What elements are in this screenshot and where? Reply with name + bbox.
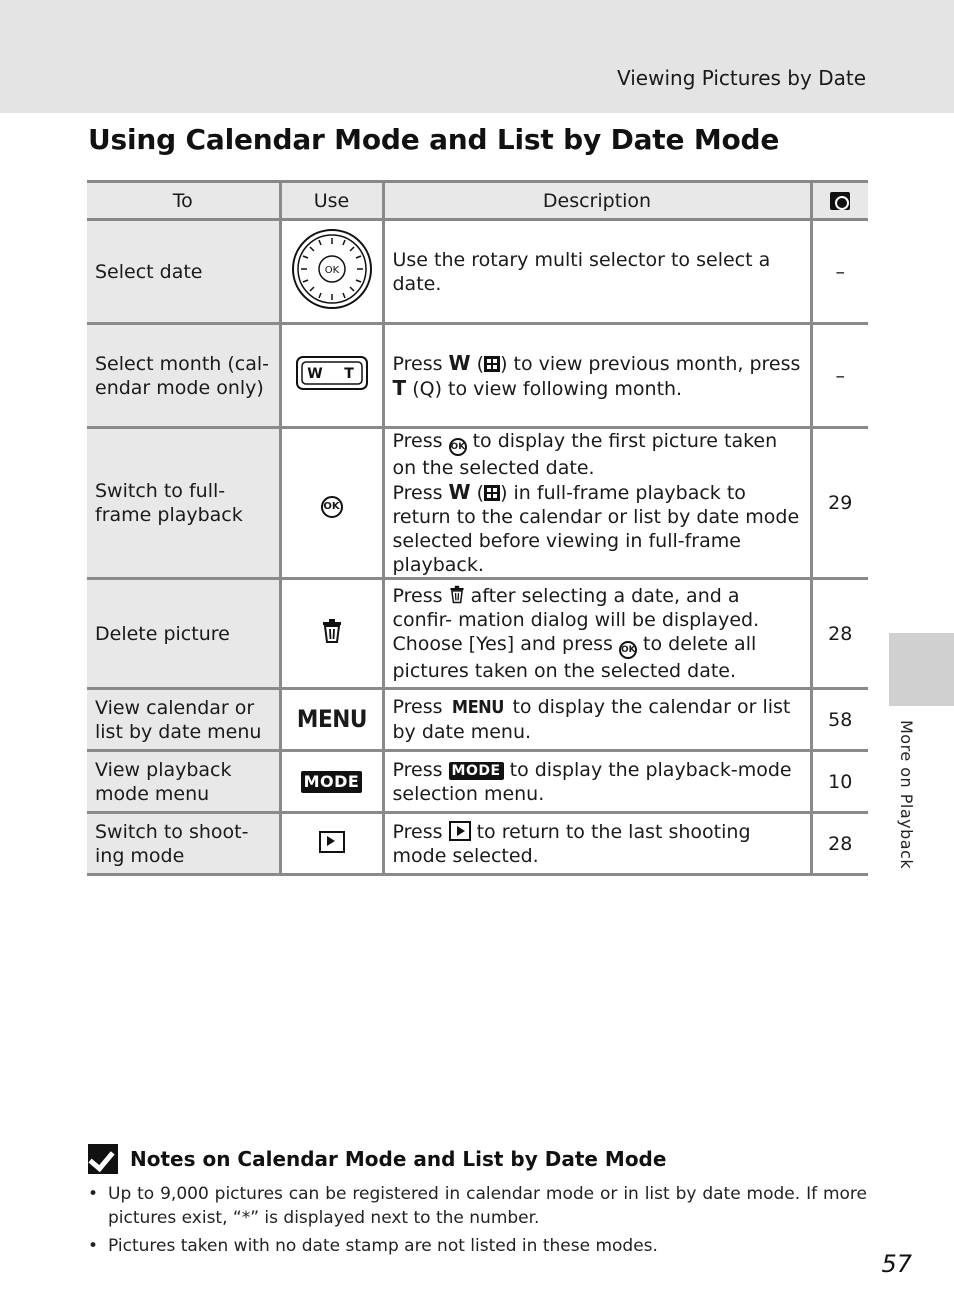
desc-text: to display the playback-mode selection menu. [392,758,792,805]
playback-button-icon [449,821,471,841]
desc-text: to display the calendar or list by date menu. [392,696,791,743]
ok-button-icon: OK [449,438,467,456]
row-to [87,689,280,751]
table-row [87,220,868,324]
desc-text: ) to view following month. [434,377,683,400]
table-row [87,579,868,689]
controls-table [87,180,868,876]
table-row [87,428,868,579]
mode-button-icon: MODE [301,771,363,793]
desc-text: ( [470,482,485,504]
ok-button-icon: OK [619,641,637,659]
row-use [280,579,383,689]
ok-label: OK [324,264,339,276]
row-to-line: Select month (cal- [95,352,269,375]
row-page: 28 [811,579,868,689]
row-description [383,751,811,813]
mode-button-icon: MODE [449,762,504,780]
row-to-line: Switch to shoot- [95,820,249,843]
row-page: – [811,324,868,428]
desc-text: ( [406,377,420,400]
row-to [87,813,280,875]
row-description: Use the rotary multi selector to select a date. [383,220,811,324]
row-use [280,751,383,813]
page-number: 57 [881,1250,912,1278]
w-label: W [306,365,323,382]
list-item: • Up to 9,000 pictures can be registered in calendar mode or in list by date mode. If more pictures exist, “*” is displayed next to the number. [88,1182,867,1230]
row-description [383,579,811,689]
table-row [87,751,868,813]
ok-button-icon: OK [321,496,343,518]
menu-button-icon: MENU [296,704,367,733]
row-to [87,428,280,579]
zoom-control-icon [295,355,369,391]
list-item: • Pictures taken with no date stamp are not listed in these modes. [88,1234,867,1258]
desc-text: Press [392,482,449,504]
row-to-line: View calendar or [95,696,255,719]
row-use [280,813,383,875]
table-header-row [87,182,868,220]
row-to-line: View playback [95,758,232,781]
row-to-line: Switch to full- [95,480,226,502]
trash-icon [321,618,343,644]
row-to-line: ing mode [95,844,185,867]
section-tab-label: More on Playback [897,720,916,870]
row-description [383,324,811,428]
row-to [87,751,280,813]
row-to-line: endar mode only) [95,376,264,399]
row-page: 28 [811,813,868,875]
w-button-label: W [448,350,471,375]
header-band [0,0,954,113]
row-to [87,324,280,428]
table-row [87,324,868,428]
desc-text: ) in full-frame playback to return to the calendar or list by date mode selected before viewing in full-frame playback. [392,482,800,576]
rotary-multi-selector-icon [291,228,373,310]
col-header-page [811,182,868,220]
table-row [87,689,868,751]
col-header-description: Description [383,182,811,220]
desc-text: after selecting a date, and a confir- mation dialog will be displayed. Choose [Yes] and press [392,585,760,655]
notes-heading [88,1144,666,1174]
col-header-use: Use [280,182,383,220]
t-label: T [343,365,354,382]
row-use [280,324,383,428]
desc-text: Press [392,585,449,607]
section-tab [889,633,954,706]
row-description [383,689,811,751]
row-to-line: list by date menu [95,720,262,743]
desc-text: to return to the last shooting mode selected. [392,820,751,867]
col-header-to: To [87,182,280,220]
desc-text: Press [392,758,449,781]
zoom-icon: Q [419,377,435,400]
desc-text: to display the first picture taken on the selected date. [392,430,778,479]
row-description [383,428,811,579]
page-title: Using Calendar Mode and List by Date Mode [88,123,780,156]
menu-button-icon: MENU [451,697,504,718]
row-page: – [811,220,868,324]
desc-text: ) to view previous month, press [500,352,801,375]
table-row [87,813,868,875]
desc-text: ( [470,352,485,375]
row-description [383,813,811,875]
notes-title: Notes on Calendar Mode and List by Date Mode [130,1147,667,1171]
checkmark-icon [88,1144,118,1174]
thumbnail-icon [484,356,500,372]
desc-text: Press [392,430,449,452]
desc-text: Press [392,696,449,718]
w-button-label: W [448,480,471,504]
desc-text: to delete all pictures taken on the selected date. [392,633,757,682]
running-head: Viewing Pictures by Date [617,66,866,90]
thumbnail-icon [484,485,500,501]
row-to-line: frame playback [95,504,243,526]
playback-button-icon [319,831,345,853]
notes-list [88,1182,867,1262]
row-page: 10 [811,751,868,813]
row-to: Select date [87,220,280,324]
t-button-label: T [392,375,407,400]
desc-text: Press [392,352,449,375]
row-use [280,428,383,579]
trash-icon [449,585,465,604]
page-reference-icon [830,192,850,210]
row-use [280,689,383,751]
row-page: 29 [811,428,868,579]
row-to: Delete picture [87,579,280,689]
row-page: 58 [811,689,868,751]
row-use [280,220,383,324]
desc-text: Press [392,820,449,843]
row-to-line: mode menu [95,782,210,805]
